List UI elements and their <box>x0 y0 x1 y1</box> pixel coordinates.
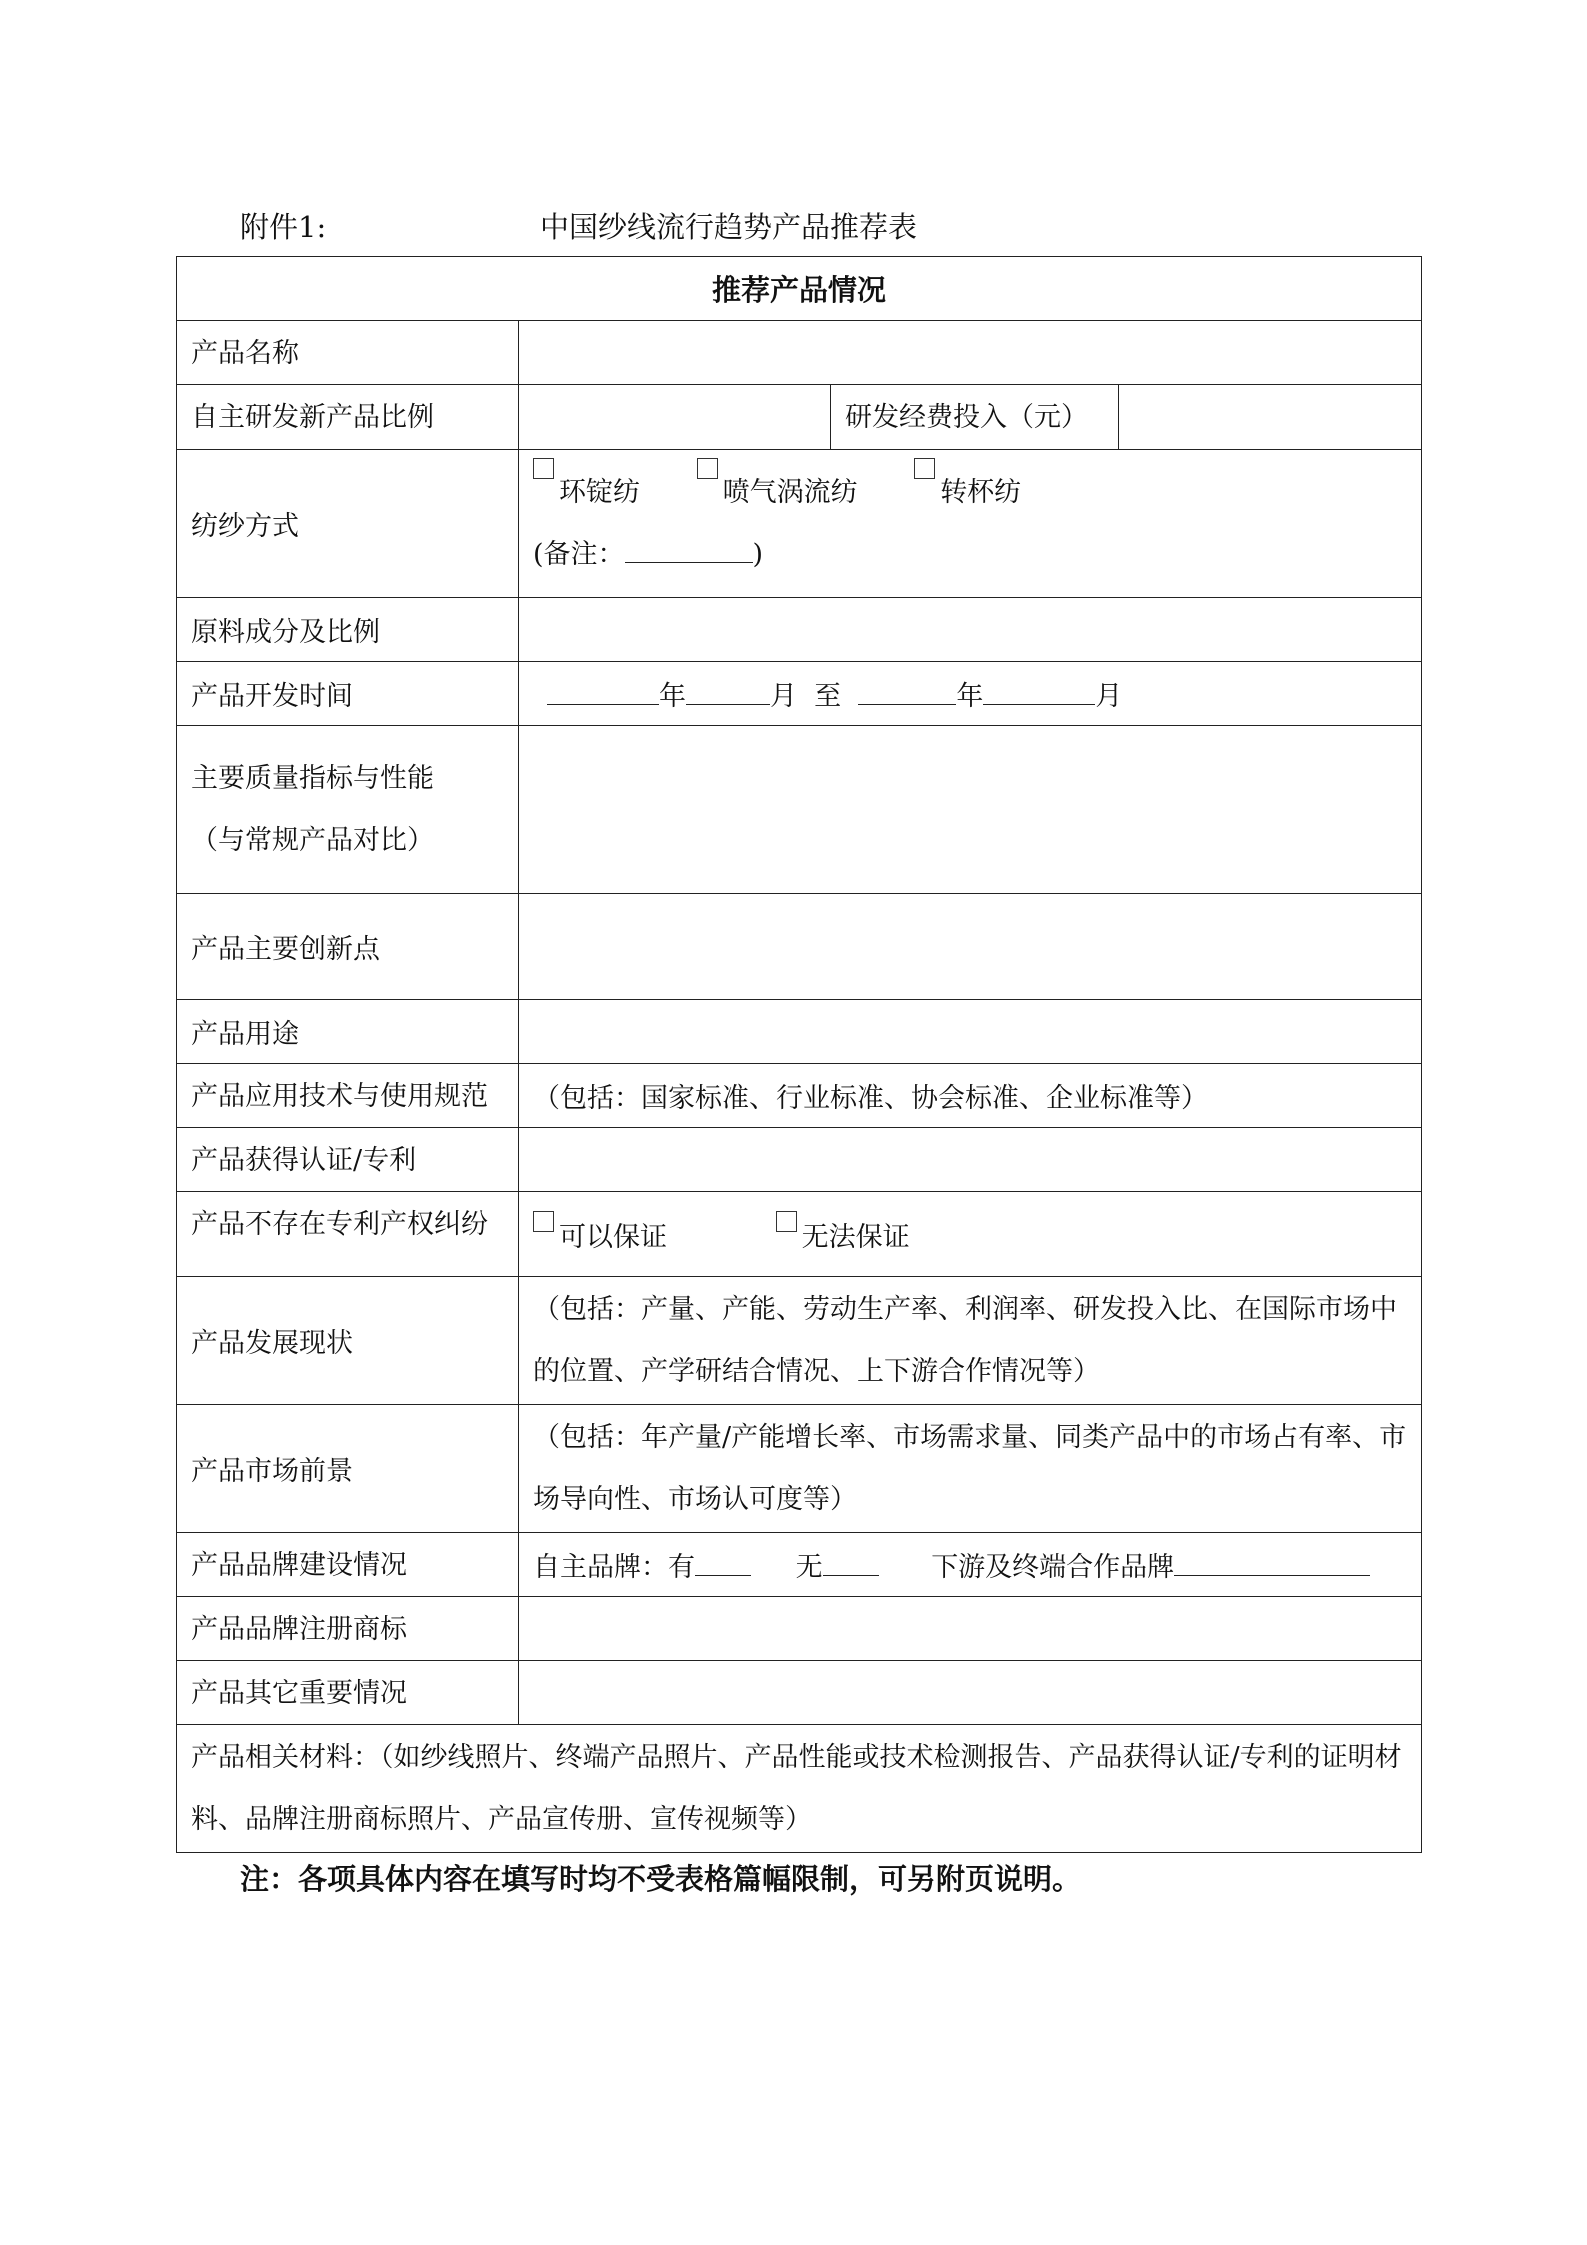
spinning-method-field <box>519 450 1422 598</box>
quality-label: 主要质量指标与性能 （与常规产品对比） <box>177 726 519 894</box>
innovation-field[interactable] <box>519 894 1422 1000</box>
rd-investment-label: 研发经费投入（元） <box>831 385 1119 450</box>
section-title: 推荐产品情况 <box>177 257 1422 321</box>
spinning-method-label: 纺纱方式 <box>177 450 519 598</box>
product-name-field[interactable] <box>519 321 1422 385</box>
row-certification <box>177 1128 1422 1192</box>
certification-field[interactable] <box>519 1128 1422 1192</box>
row-self-dev-ratio <box>177 385 1422 450</box>
row-trademark <box>177 1597 1422 1661</box>
standards-label: 产品应用技术与使用规范 <box>177 1064 519 1128</box>
row-development-status <box>177 1277 1422 1405</box>
remark-blank[interactable] <box>625 540 753 563</box>
attachment-label: 附件1: <box>240 210 327 244</box>
brand-no-blank[interactable] <box>823 1553 879 1576</box>
brand-label: 产品品牌建设情况 <box>177 1533 519 1597</box>
product-name-label: 产品名称 <box>177 321 519 385</box>
row-patent-dispute <box>177 1192 1422 1277</box>
usage-label: 产品用途 <box>177 1000 519 1064</box>
footer-note: 注：各项具体内容在填写时均不受表格篇幅限制，可另附页说明。 <box>240 1862 1082 1896</box>
row-brand <box>177 1533 1422 1597</box>
row-raw-material <box>177 598 1422 662</box>
row-dev-time <box>177 662 1422 726</box>
row-materials <box>177 1725 1422 1853</box>
row-standards <box>177 1064 1422 1128</box>
status-label: 产品发展现状 <box>177 1277 519 1405</box>
recommendation-form <box>176 256 1422 1853</box>
option-cannot-guarantee[interactable]: 无法保证 <box>776 1222 910 1253</box>
market-label: 产品市场前景 <box>177 1405 519 1533</box>
option-can-guarantee[interactable]: 可以保证 <box>533 1222 667 1253</box>
row-other <box>177 1661 1422 1725</box>
checkbox-icon[interactable] <box>533 458 554 479</box>
materials-text[interactable]: 产品相关材料：（如纱线照片、终端产品照片、产品性能或技术检测报告、产品获得认证/专利的证明材料、品牌注册商标照片、产品宣传册、宣传视频等） <box>177 1725 1422 1853</box>
trademark-field[interactable] <box>519 1597 1422 1661</box>
certification-label: 产品获得认证/专利 <box>177 1128 519 1192</box>
row-product-name <box>177 321 1422 385</box>
rd-investment-field[interactable] <box>1119 385 1422 450</box>
standards-hint[interactable]: （包括：国家标准、行业标准、协会标准、企业标准等） <box>519 1064 1422 1128</box>
usage-field[interactable] <box>519 1000 1422 1064</box>
checkbox-icon[interactable] <box>776 1211 797 1232</box>
partner-brand-blank[interactable] <box>1174 1553 1370 1576</box>
row-quality <box>177 726 1422 894</box>
innovation-label: 产品主要创新点 <box>177 894 519 1000</box>
raw-material-field[interactable] <box>519 598 1422 662</box>
quality-field[interactable] <box>519 726 1422 894</box>
start-month-blank[interactable] <box>686 682 770 705</box>
trademark-label: 产品品牌注册商标 <box>177 1597 519 1661</box>
spinning-remark: (备注： ) <box>533 538 764 570</box>
row-spinning-method <box>177 450 1422 598</box>
checkbox-icon[interactable] <box>697 458 718 479</box>
dev-time-field: 年 月 至 年 月 <box>519 662 1422 726</box>
status-hint[interactable]: （包括：产量、产能、劳动生产率、利润率、研发投入比、在国际市场中的位置、产学研结合情况、上下游合作情况等） <box>519 1277 1422 1405</box>
patent-dispute-field <box>519 1192 1422 1277</box>
brand-yes-blank[interactable] <box>695 1553 751 1576</box>
row-innovation <box>177 894 1422 1000</box>
checkbox-icon[interactable] <box>914 458 935 479</box>
option-ring-spinning[interactable]: 环锭纺 <box>533 477 640 508</box>
option-rotor-spinning[interactable]: 转杯纺 <box>914 477 1021 508</box>
page-header <box>240 205 1440 245</box>
end-month-blank[interactable] <box>983 682 1095 705</box>
start-year-blank[interactable] <box>547 682 659 705</box>
self-dev-ratio-label: 自主研发新产品比例 <box>177 385 519 450</box>
option-vortex-spinning[interactable]: 喷气涡流纺 <box>697 477 858 508</box>
patent-dispute-label: 产品不存在专利产权纠纷 <box>177 1192 519 1277</box>
self-dev-ratio-field[interactable] <box>519 385 831 450</box>
checkbox-icon[interactable] <box>533 1211 554 1232</box>
dev-time-label: 产品开发时间 <box>177 662 519 726</box>
row-market-prospect <box>177 1405 1422 1533</box>
raw-material-label: 原料成分及比例 <box>177 598 519 662</box>
other-label: 产品其它重要情况 <box>177 1661 519 1725</box>
brand-field: 自主品牌：有 无 下游及终端合作品牌 <box>519 1533 1422 1597</box>
other-field[interactable] <box>519 1661 1422 1725</box>
market-hint[interactable]: （包括：年产量/产能增长率、市场需求量、同类产品中的市场占有率、市场导向性、市场认可度等） <box>519 1405 1422 1533</box>
row-usage <box>177 1000 1422 1064</box>
end-year-blank[interactable] <box>858 682 956 705</box>
section-header-row <box>177 257 1422 321</box>
document-title: 中国纱线流行趋势产品推荐表 <box>540 210 918 244</box>
